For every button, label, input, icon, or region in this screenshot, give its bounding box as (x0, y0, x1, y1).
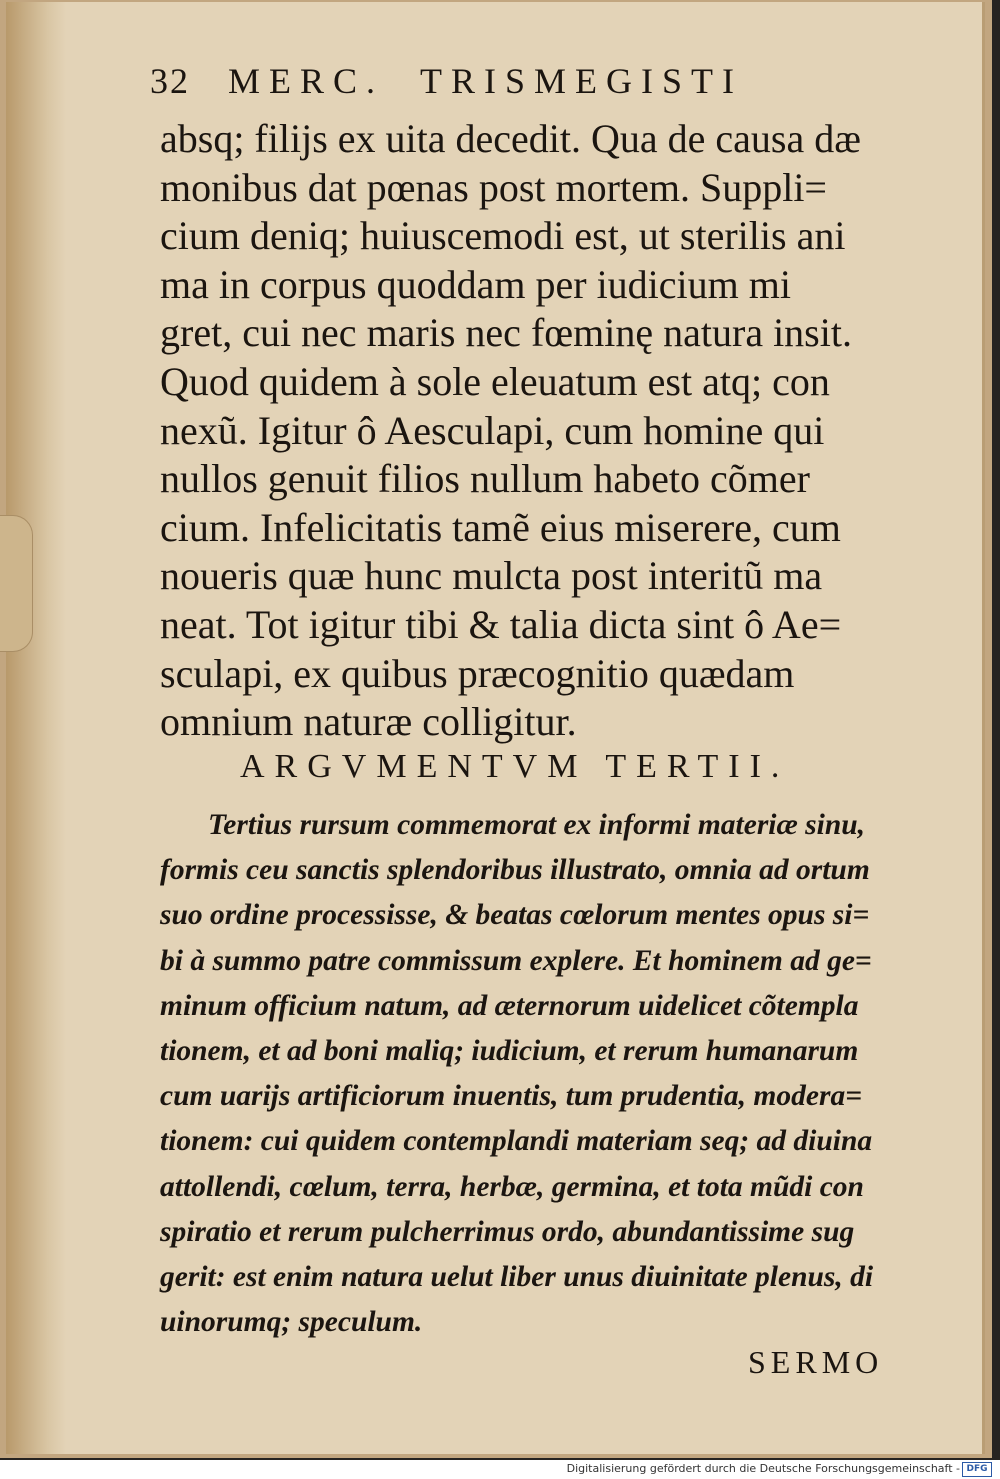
argument-line: minum officium natum, ad æternorum uidelicet cõtempla (160, 989, 859, 1022)
argument-line: suo ordine processisse, & beatas cœlorum mentes opus si= (160, 899, 870, 932)
argument-line: tionem, et ad boni maliq; iudicium, et rerum humanarum (160, 1035, 859, 1068)
section-heading: ARGVMENTVM TERTII. (240, 748, 790, 785)
page-number: 32 (150, 61, 190, 101)
text-line: nullos genuit filios nullum habeto cõmer (160, 456, 810, 502)
text-line: Quod quidem à sole eleuatum est atq; con (160, 358, 830, 404)
text-line: sculapi, ex quibus præcognitio quædam (160, 650, 795, 696)
argument-line: bi à summo patre commissum explere. Et hominem ad ge= (160, 944, 872, 977)
text-line: gret, cui nec maris nec fœminę natura insit. (160, 310, 852, 356)
argument-line: Tertius rursum commemorat ex informi materiæ sinu, (208, 809, 866, 841)
catchword: SERMO (748, 1344, 884, 1380)
running-head-word-2: TRISMEGISTI (420, 61, 744, 101)
book-clasp (0, 515, 33, 652)
running-head (150, 60, 850, 102)
digitization-credit: Digitalisierung gefördert durch die Deutsche Forschungsgemeinschaft - (566, 1462, 960, 1475)
text-line: ma in corpus quoddam per iudicium mi (160, 261, 791, 307)
text-line: nexũ. Igitur ô Aesculapi, cum homine qui (160, 407, 825, 453)
text-line: monibus dat pœnas post mortem. Suppli= (160, 164, 827, 210)
dfg-logo-icon: DFG (962, 1462, 992, 1477)
argument-line: gerit: est enim natura uelut liber unus diuinitate plenus, di (160, 1261, 874, 1294)
argument-line: uinorumq; speculum. (160, 1306, 423, 1339)
argument-line: spiratio et rerum pulcherrimus ordo, abundantissime sug (160, 1215, 855, 1248)
argument-line: tionem: cui quidem contemplandi materiam seq; ad diuina (160, 1125, 873, 1158)
text-line: noueris quæ hunc mulcta post interitũ ma (160, 553, 823, 599)
text-line: absq; filijs ex uita decedit. Qua de causa dæ (160, 116, 861, 161)
running-head-word-1: MERC. (228, 61, 385, 101)
argument-line: formis ceu sanctis splendoribus illustrato, omnia ad ortum (160, 854, 870, 887)
argument-line: attollendi, cœlum, terra, herbæ, germina, et tota mũdi con (160, 1170, 864, 1203)
page-gutter-shadow (6, 2, 66, 1454)
argument-line: cum uarijs artificiorum inuentis, tum prudentia, modera= (160, 1080, 863, 1113)
text-line: cium. Infelicitatis tamẽ eius miserere, cum (160, 504, 841, 550)
text-line: neat. Tot igitur tibi & talia dicta sint ô Ae= (160, 601, 842, 647)
text-line: omnium naturæ colligitur. (160, 699, 577, 745)
main-text-block (160, 115, 920, 747)
argument-text-block (160, 803, 920, 1345)
text-line: cium deniq; huiuscemodi est, ut sterilis ani (160, 213, 846, 259)
